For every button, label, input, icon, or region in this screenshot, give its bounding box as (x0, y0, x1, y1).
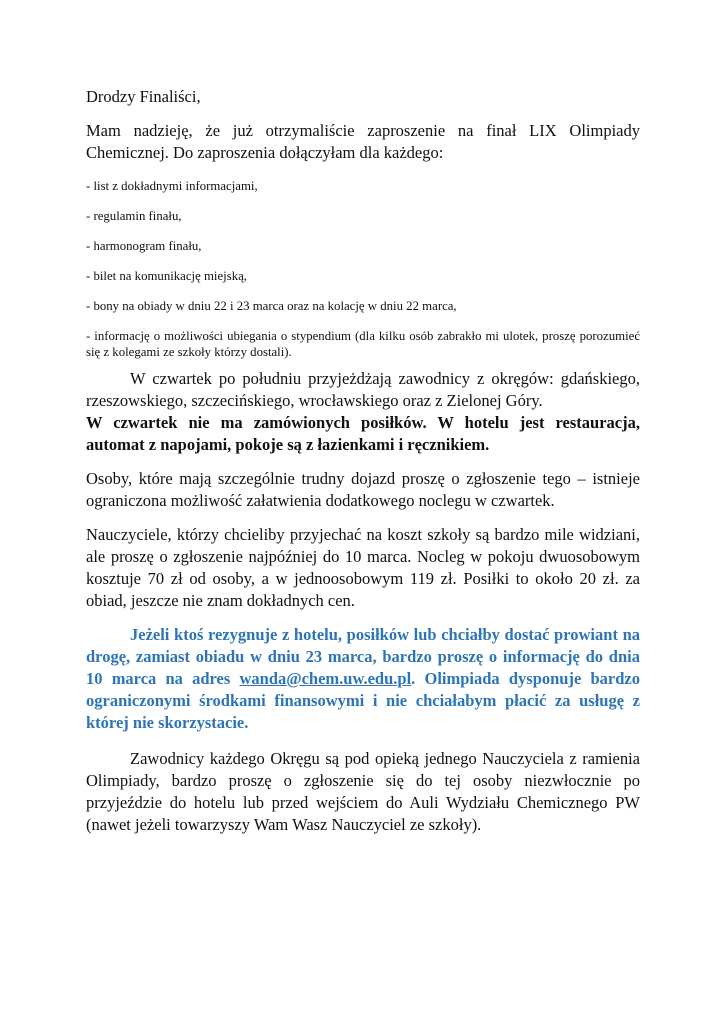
thursday-meals-notice: W czwartek nie ma zamówionych posiłków. W hotelu jest restauracja, automat z napojami, pokoje są z łazienkami i ręcznikiem. (86, 413, 640, 454)
list-item: - informację o możliwości ubiegania o stypendium (dla kilku osób zabrakło mi ulotek, proszę porozumieć się z kolegami ze szkoły którzy dostali). (86, 329, 640, 359)
greeting: Drodzy Finaliści, (86, 87, 201, 106)
thursday-arrivals-paragraph: W czwartek po południu przyjeżdżają zawodnicy z okręgów: gdańskiego, rzeszowskiego, szczecińskiego, wrocławskiego oraz z Zielonej Góry. (86, 369, 640, 410)
list-item: - harmonogram finału, (86, 239, 202, 253)
list-item: - regulamin finału, (86, 209, 182, 223)
cancellation-text-1: Jeżeli ktoś rezygnuje z hotelu, posiłków lub chciałby dostać prowiant na drogę, zamiast obiadu w dniu 23 marca, bardzo proszę o informację do dnia 10 marca na adres (86, 625, 640, 688)
letter-body (86, 86, 640, 836)
list-item: - bilet na komunikację miejską, (86, 269, 247, 283)
list-item: - list z dokładnymi informacjami, (86, 179, 258, 193)
list-item: - bony na obiady w dniu 22 i 23 marca oraz na kolację w dniu 22 marca, (86, 299, 457, 313)
intro-paragraph: Mam nadzieję, że już otrzymaliście zaproszenie na finał LIX Olimpiady Chemicznej. Do zaproszenia dołączyłam dla każdego: (86, 121, 640, 162)
teachers-paragraph: Nauczyciele, którzy chcieliby przyjechać na koszt szkoły są bardzo mile widziani, ale proszę o zgłoszenie najpóźniej do 10 marca. Nocleg w pokoju dwuosobowym kosztuje 70 zł od osoby, a w jednoosobowym 119 zł. Posiłki to około 20 zł. za obiad, jeszcze nie znam dokładnych cen. (86, 525, 640, 610)
cancellation-text-2: . Olimpiada dysponuje bardzo ograniczonymi środkami finansowymi i nie chciałabym płacić za usługę z której nie skorzystacie. (86, 669, 640, 732)
difficult-travel-paragraph: Osoby, które mają szczególnie trudny dojazd proszę o zgłoszenie tego – istnieje ograniczona możliwość załatwienia dodatkowego noclegu w czwartek. (86, 469, 640, 510)
closing-paragraph: Zawodnicy każdego Okręgu są pod opieką jednego Nauczyciela z ramienia Olimpiady, bardzo proszę o zgłoszenie się do tej osoby niezwłocznie po przyjeździe do hotelu lub przed wejściem do Auli Wydziału Chemicznego PW (nawet jeżeli towarzyszy Wam Wasz Nauczyciel ze szkoły). (86, 749, 640, 834)
email-link[interactable]: wanda@chem.uw.edu.pl (239, 669, 412, 688)
cancellation-notice (86, 624, 640, 734)
